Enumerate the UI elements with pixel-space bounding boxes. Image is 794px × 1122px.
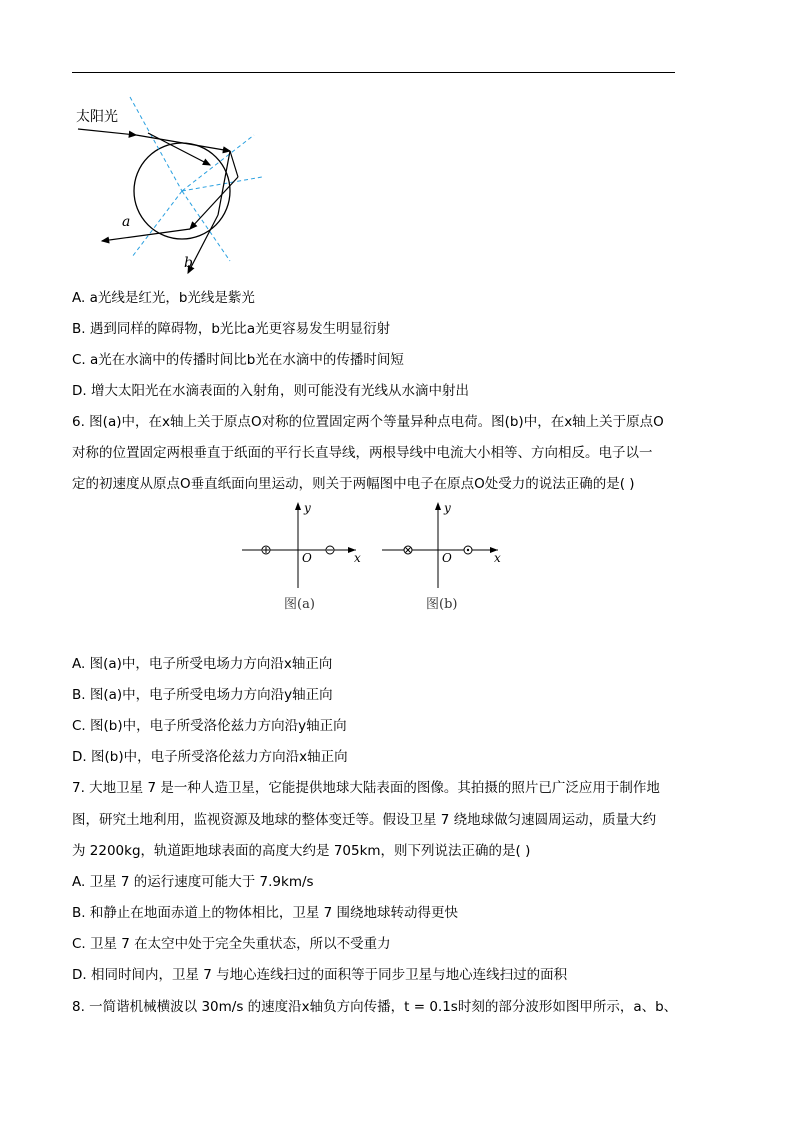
q6-stem-line-3: 定的初速度从原点O垂直纸面向里运动，则关于两幅图中电子在原点O处受力的说法正确的是( ) (72, 476, 635, 492)
q8-stem-line-1: 8. 一简谐机械横波以 30m/s 的速度沿x轴负方向传播，t = 0.1s时刻的部分波形如图甲所示，a、b、 (72, 999, 678, 1015)
q6-caption-a: 图(a) (284, 597, 315, 612)
q6-option-d: D. 图(b)中，电子所受洛伦兹力方向沿x轴正向 (72, 749, 348, 765)
ray-a-label: a (122, 214, 131, 230)
q6b-origin: O (442, 551, 452, 565)
q6-figure-b (376, 498, 506, 618)
q5-option-c: C. a光在水滴中的传播时间比b光在水滴中的传播时间短 (72, 352, 404, 368)
q6-stem-line-2: 对称的位置固定两根垂直于纸面的平行长直导线，两根导线中电流大小相等、方向相反。电子以一 (72, 445, 653, 461)
q7-option-d: D. 相同时间内，卫星 7 与地心连线扫过的面积等于同步卫星与地心连线扫过的面积 (72, 967, 568, 983)
q6b-axis-y: y (444, 501, 451, 515)
q6-stem-line-1: 6. 图(a)中，在x轴上关于原点O对称的位置固定两个等量异种点电荷。图(b)中，在x轴上关于原点O (72, 414, 664, 430)
q7-stem-line-1: 7. 大地卫星 7 是一种人造卫星，它能提供地球大陆表面的图像。其拍摄的照片已广泛应用于制作地 (72, 780, 660, 796)
q6-option-c: C. 图(b)中，电子所受洛伦兹力方向沿y轴正向 (72, 718, 347, 734)
q6-caption-b: 图(b) (426, 597, 458, 612)
header-rule (72, 72, 675, 73)
q5-option-b: B. 遇到同样的障碍物，b光比a光更容易发生明显衍射 (72, 321, 391, 337)
q6a-origin: O (302, 551, 312, 565)
q5-option-a: A. a光线是红光，b光线是紫光 (72, 290, 255, 306)
q5-option-d: D. 增大太阳光在水滴表面的入射角，则可能没有光线从水滴中射出 (72, 383, 469, 399)
q6-figure-a (236, 498, 366, 618)
sunlight-label: 太阳光 (76, 109, 118, 125)
q7-option-c: C. 卫星 7 在太空中处于完全失重状态，所以不受重力 (72, 936, 391, 952)
q7-option-a: A. 卫星 7 的运行速度可能大于 7.9km/s (72, 874, 314, 890)
q7-stem-line-2: 图，研究土地利用，监视资源及地球的整体变迁等。假设卫星 7 绕地球做匀速圆周运动，质量大约 (72, 812, 657, 828)
ray-b-label: b (184, 255, 193, 271)
q6b-axis-x: x (494, 551, 501, 565)
q7-stem-line-3: 为 2200kg，轨道距地球表面的高度大约是 705km，则下列说法正确的是( ) (72, 843, 531, 859)
q6-option-b: B. 图(a)中，电子所受电场力方向沿y轴正向 (72, 687, 333, 703)
q6-option-a: A. 图(a)中，电子所受电场力方向沿x轴正向 (72, 656, 333, 672)
q6a-axis-y: y (304, 501, 311, 515)
q6a-axis-x: x (354, 551, 361, 565)
water-droplet-figure (70, 95, 270, 280)
q7-option-b: B. 和静止在地面赤道上的物体相比，卫星 7 围绕地球转动得更快 (72, 905, 459, 921)
